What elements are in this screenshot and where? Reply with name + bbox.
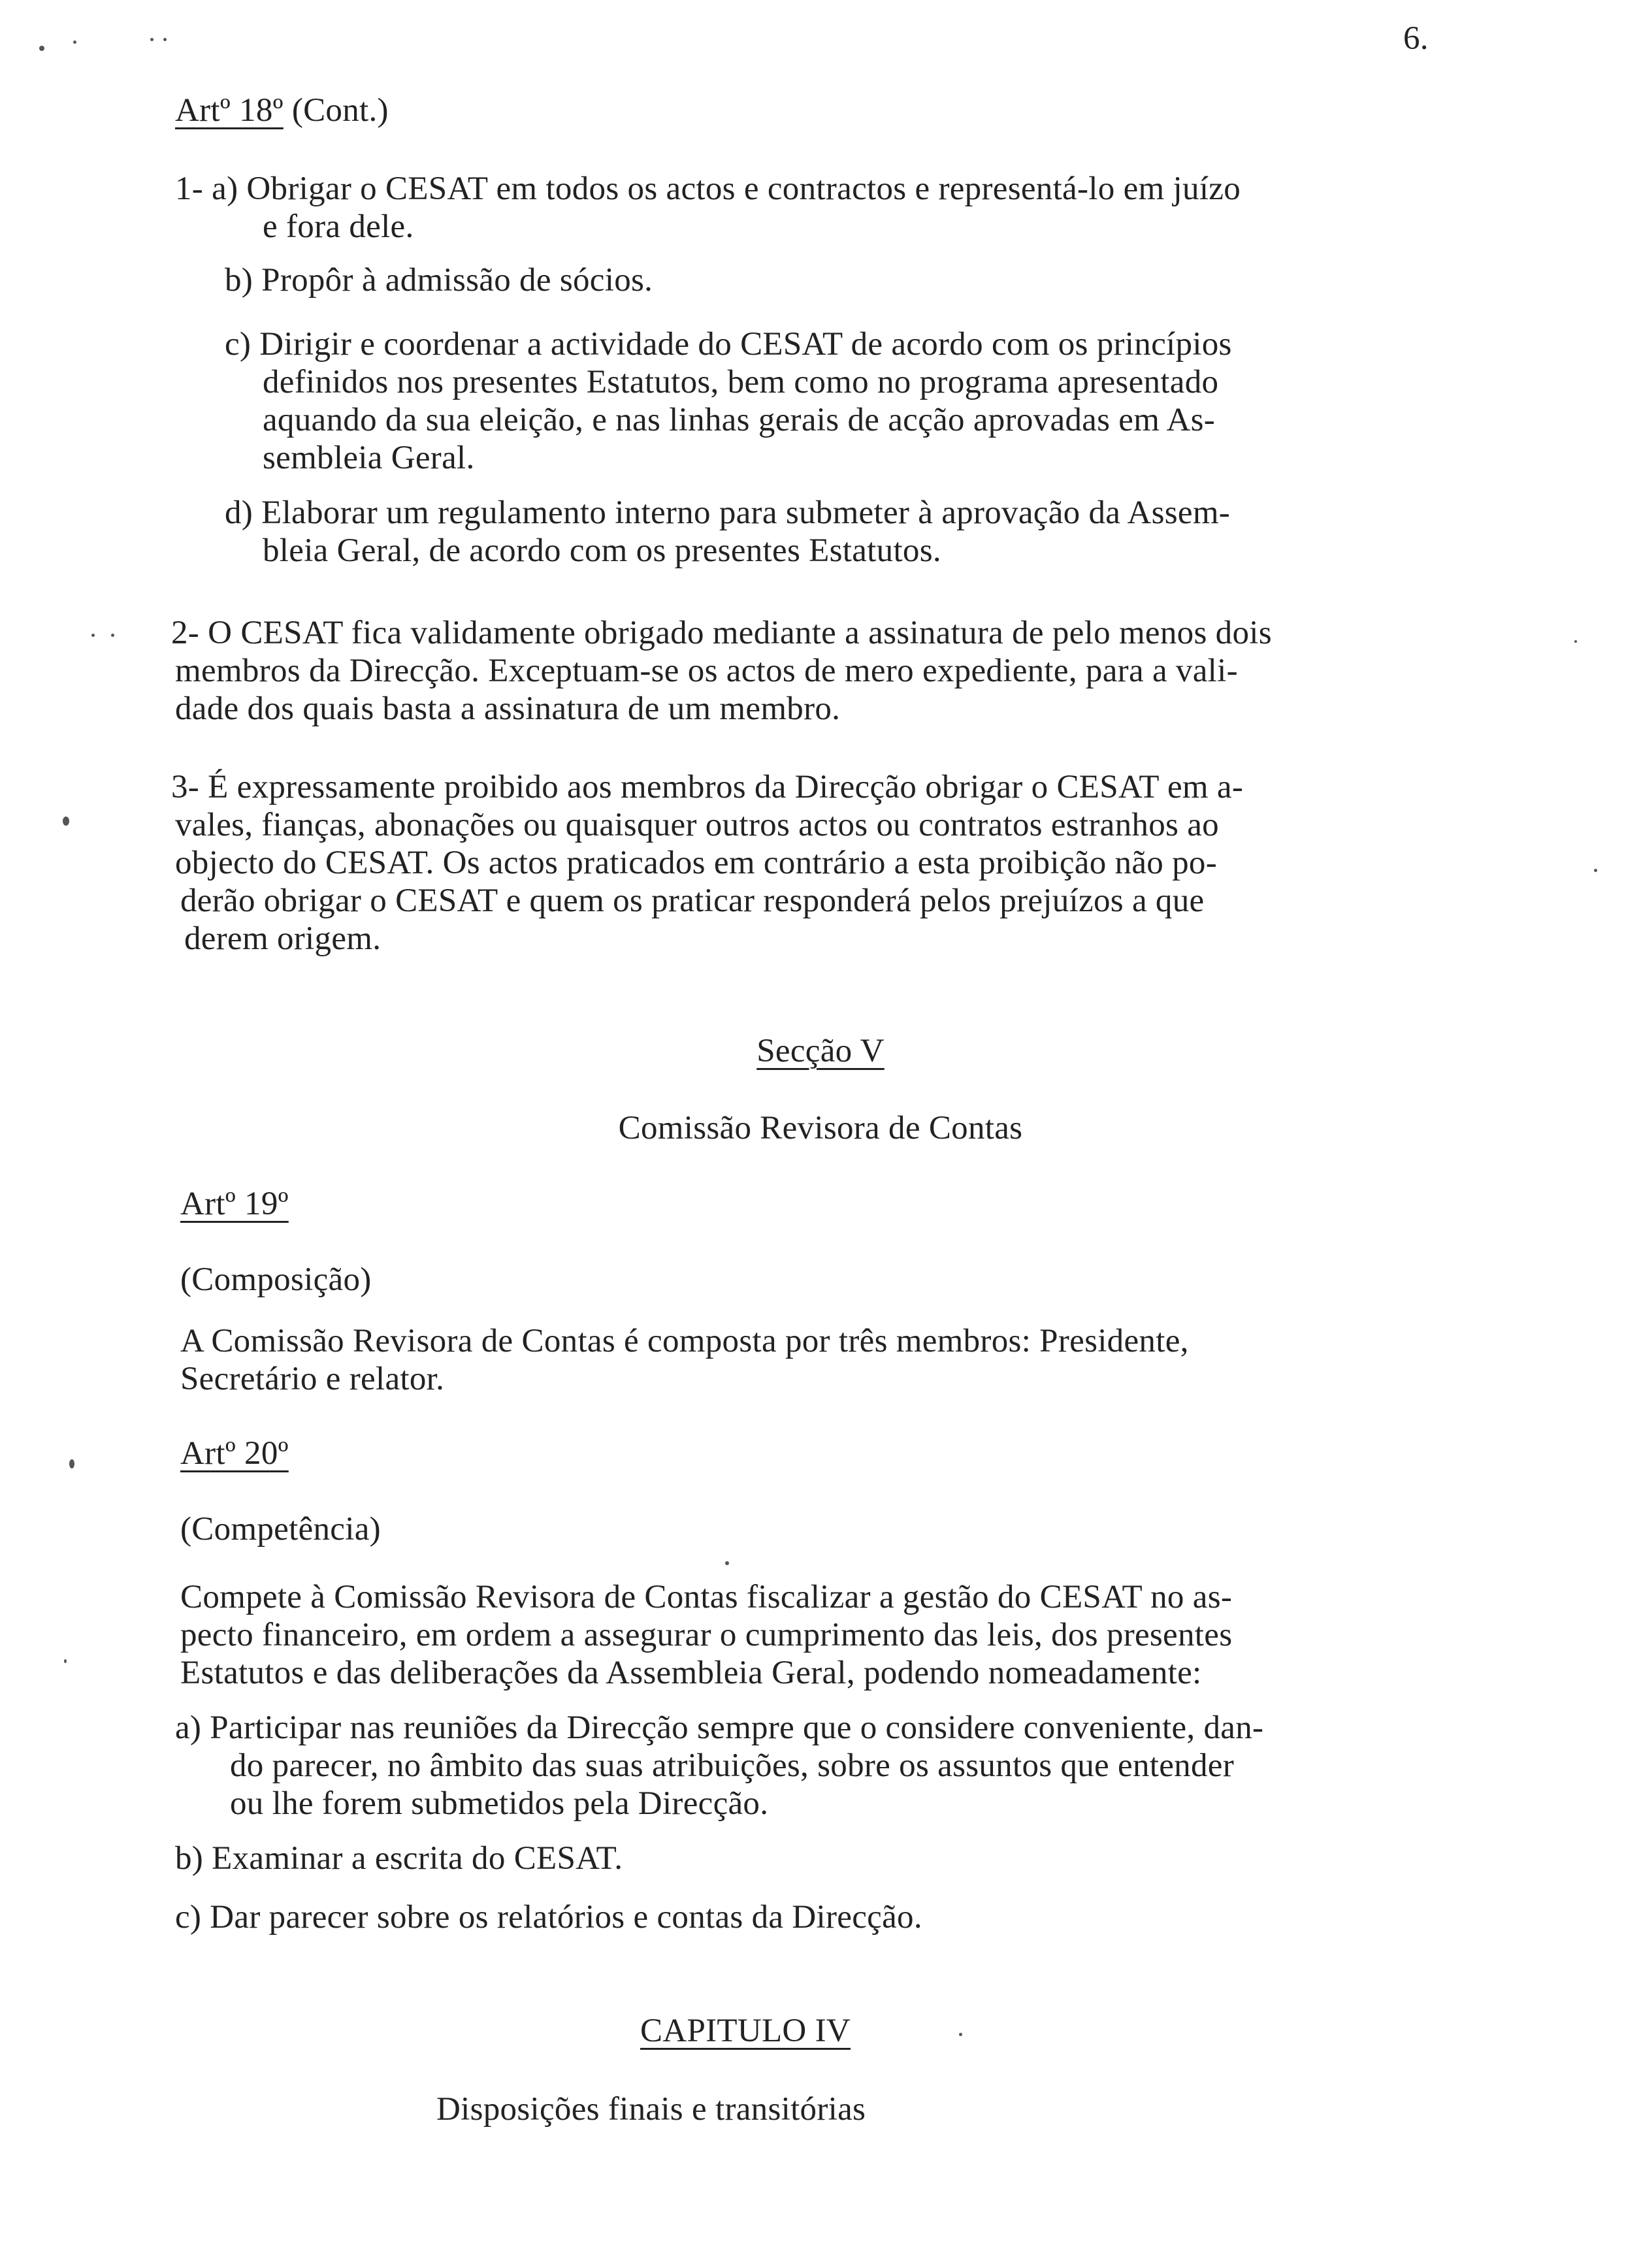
item-3-line-1: 3- É expressamente proibido aos membros da Direcção obrigar o CESAT em a- xyxy=(171,769,1244,805)
article-20-item-a-line-1: a) Participar nas reuniões da Direcção sempre que o considere conveniente, dan- xyxy=(175,1709,1264,1746)
article-20-intro-line-2: pecto financeiro, em ordem a assegurar o cumprimento das leis, dos presentes xyxy=(180,1617,1233,1653)
article-20-item-c: c) Dar parecer sobre os relatórios e contas da Direcção. xyxy=(175,1899,922,1936)
article-20-item-a-line-3: ou lhe forem submetidos pela Direcção. xyxy=(230,1785,769,1822)
section-subtitle: Comissão Revisora de Contas xyxy=(618,1110,1023,1146)
scan-speck xyxy=(63,817,69,826)
scan-speck xyxy=(163,38,167,41)
article-19-line-2: Secretário e relator. xyxy=(180,1361,445,1397)
article-20-intro-line-1: Compete à Comissão Revisora de Contas fiscalizar a gestão do CESAT no as- xyxy=(180,1579,1233,1615)
item-1a-line-1: 1- a) Obrigar o CESAT em todos os actos e contractos e representá-lo em juízo xyxy=(175,170,1241,207)
item-1d-line-1: d) Elaborar um regulamento interno para submeter à aprovação da Assem- xyxy=(225,494,1231,531)
article-20-item-a-line-2: do parecer, no âmbito das suas atribuições, sobre os assuntos que entender xyxy=(230,1747,1234,1784)
item-2-line-1: 2- O CESAT fica validamente obrigado mediante a assinatura de pelo menos dois xyxy=(171,615,1272,651)
article-18-label: Artº 18º xyxy=(175,92,284,129)
item-1c-line-4: sembleia Geral. xyxy=(263,440,475,476)
article-18-cont: (Cont.) xyxy=(291,92,389,129)
item-1b: b) Propôr à admissão de sócios. xyxy=(225,262,653,299)
scan-speck xyxy=(73,40,76,44)
scan-speck xyxy=(39,46,44,51)
item-2-line-2: membros da Direcção. Exceptuam-se os actos de mero expediente, para a vali- xyxy=(175,653,1238,689)
article-heading-18 xyxy=(175,91,389,129)
item-3-line-3: objecto do CESAT. Os actos praticados em contrário a esta proibição não po- xyxy=(175,845,1218,881)
article-heading-19 xyxy=(180,1185,289,1223)
scan-speck xyxy=(725,1561,729,1565)
scan-speck xyxy=(1574,640,1577,643)
article-20-label: Artº 20º xyxy=(180,1435,289,1472)
chapter-subtitle: Disposições finais e transitórias xyxy=(436,2091,866,2128)
article-19-subheading: (Composição) xyxy=(180,1261,372,1298)
scan-speck xyxy=(111,634,114,637)
chapter-title xyxy=(640,2012,851,2050)
item-1c-line-3: aquando da sua eleição, e nas linhas gerais de acção aprovadas em As- xyxy=(263,402,1216,438)
article-20-intro-line-3: Estatutos e das deliberações da Assembleia Geral, podendo nomeadamente: xyxy=(180,1655,1202,1691)
scan-speck xyxy=(150,38,154,41)
item-2-line-3: dade dos quais basta a assinatura de um membro. xyxy=(175,690,841,727)
item-1c-line-1: c) Dirigir e coordenar a actividade do CESAT de acordo com os princípios xyxy=(225,326,1232,363)
section-title xyxy=(0,1032,1641,1070)
article-20-item-b: b) Examinar a escrita do CESAT. xyxy=(175,1840,623,1877)
article-19-label: Artº 19º xyxy=(180,1186,289,1222)
scan-speck xyxy=(959,2033,962,2036)
article-19-line-1: A Comissão Revisora de Contas é composta por três membros: Presidente, xyxy=(180,1323,1189,1359)
page-number: 6. xyxy=(1403,20,1429,57)
item-3-line-4: derão obrigar o CESAT e quem os praticar responderá pelos prejuízos a que xyxy=(180,883,1205,919)
scan-speck xyxy=(64,1659,67,1663)
item-1c-line-2: definidos nos presentes Estatutos, bem como no programa apresentado xyxy=(263,364,1219,400)
item-1d-line-2: bleia Geral, de acordo com os presentes Estatutos. xyxy=(263,532,941,569)
article-heading-20 xyxy=(180,1434,289,1472)
item-3-line-2: vales, fianças, abonações ou quaisquer outros actos ou contratos estranhos ao xyxy=(175,807,1219,843)
section-title-text: Secção V xyxy=(756,1033,885,1069)
scan-speck xyxy=(69,1459,74,1468)
item-1a-line-2: e fora dele. xyxy=(263,208,414,245)
scan-speck xyxy=(91,634,95,637)
scan-speck xyxy=(1594,869,1597,872)
article-20-subheading: (Competência) xyxy=(180,1511,381,1547)
chapter-title-text: CAPITULO IV xyxy=(640,2013,851,2049)
item-3-line-5: derem origem. xyxy=(184,920,382,957)
